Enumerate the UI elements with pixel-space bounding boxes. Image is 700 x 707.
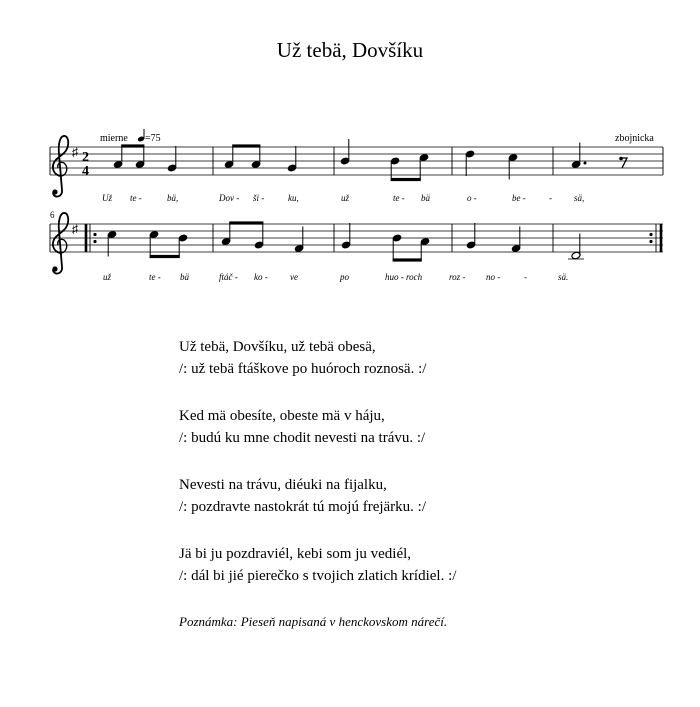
- lyric-syllable: roz -: [449, 272, 466, 282]
- lyric-syllable: bä,: [167, 193, 179, 203]
- verse-line: /: budú ku mne chodit nevesti na trávu. :/: [179, 430, 426, 446]
- augmentation-dot: [584, 162, 587, 165]
- music-score: [0, 0, 700, 300]
- treble-clef-icon: [52, 136, 68, 197]
- lyric-syllable: ftáč -: [219, 272, 238, 282]
- eighth-rest-icon: [619, 157, 623, 161]
- lyric-syllable: už: [103, 272, 112, 282]
- verse-line: Ked mä obesíte, obeste mä v háju,: [179, 408, 385, 424]
- lyrics-line-1: [102, 193, 584, 203]
- note-beam: [150, 255, 180, 258]
- footnote: Poznámka: Pieseň napisaná v henckovskom nárečí.: [179, 614, 448, 629]
- lyric-syllable: be -: [512, 193, 526, 203]
- sharp-icon: ♯: [72, 145, 78, 159]
- lyric-syllable: po: [340, 272, 349, 282]
- repeat-dot: [649, 240, 652, 243]
- lyric-syllable: -: [549, 193, 552, 203]
- time-signature-top: 2: [82, 150, 89, 165]
- lyrics-line-2: [103, 272, 568, 282]
- lyric-syllable: te -: [393, 193, 405, 203]
- lyric-syllable: ve: [290, 272, 298, 282]
- note-beam: [391, 178, 421, 181]
- lyric-syllable: ši -: [253, 193, 265, 203]
- lyric-syllable: bä: [180, 272, 189, 282]
- verse-3: [179, 474, 679, 518]
- note-beam: [393, 258, 422, 261]
- verse-line: /: pozdravte nastokrát tú mojú frejärku. :/: [179, 499, 427, 515]
- song-title: Už tebä, Dovšíku: [276, 38, 424, 62]
- tempo-text: mierne: [100, 133, 128, 144]
- lyric-syllable: Dov -: [219, 193, 240, 203]
- measure-number: 6: [50, 210, 55, 220]
- lyric-syllable: no -: [486, 272, 501, 282]
- verses: [179, 336, 679, 612]
- lyric-syllable: bä: [421, 193, 430, 203]
- lyric-syllable: ku,: [288, 193, 299, 203]
- lyric-syllable: -: [524, 272, 527, 282]
- lyric-syllable: sä,: [574, 193, 585, 203]
- verse-2: [179, 405, 679, 449]
- repeat-dot: [649, 233, 652, 236]
- treble-clef-icon: [52, 213, 68, 274]
- note-beam: [229, 221, 263, 224]
- verse-1: [179, 336, 679, 380]
- lyric-syllable: ko -: [254, 272, 268, 282]
- verse-line: Jä bi ju pozdraviél, kebi som ju vediél,: [179, 546, 412, 562]
- note-beam: [232, 144, 260, 147]
- staff-system-2: [50, 224, 663, 252]
- tempo-value: =75: [145, 133, 161, 144]
- verse-line: Nevesti na trávu, diéuki na fijalku,: [179, 477, 387, 493]
- time-signature-bottom: 4: [82, 164, 89, 179]
- sharp-icon: ♯: [72, 222, 78, 236]
- verse-line: Už tebä, Dovšíku, už tebä obesä,: [179, 339, 376, 355]
- repeat-dot: [93, 240, 96, 243]
- lyric-syllable: už: [341, 193, 350, 203]
- verse-4: [179, 543, 679, 587]
- verse-line: /: už tebä ftáškove po huóroch roznosä. :/: [179, 361, 427, 377]
- note-beam: [121, 144, 144, 147]
- lyric-syllable: te -: [130, 193, 142, 203]
- verse-line: /: dál bi jié pierečko s tvojich zlatich krídiel. :/: [179, 568, 457, 584]
- lyric-syllable: te -: [149, 272, 161, 282]
- lyric-syllable: Už: [102, 193, 113, 203]
- lyric-syllable: sä.: [558, 272, 569, 282]
- lyric-syllable: huo - roch: [385, 272, 423, 282]
- genre-label: zbojnicka: [615, 133, 654, 144]
- repeat-dot: [93, 233, 96, 236]
- quarter-note-icon: [137, 129, 145, 142]
- lyric-syllable: o -: [467, 193, 477, 203]
